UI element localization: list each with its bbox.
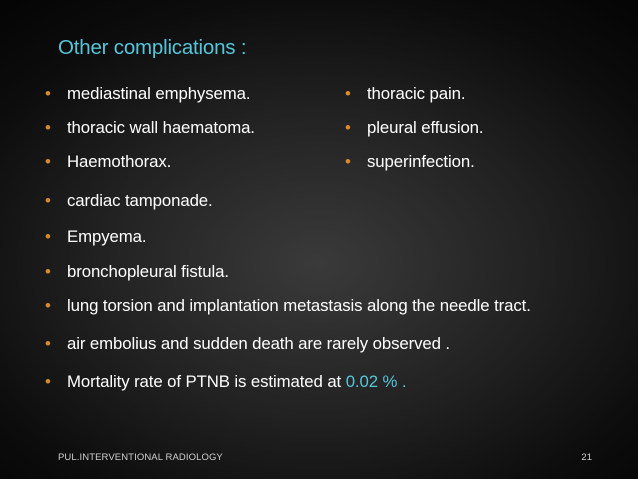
slide-title: Other complications :: [58, 36, 247, 59]
bullet-text: pleural effusion.: [367, 118, 484, 137]
bullet-dot: •: [345, 152, 351, 171]
mortality-prefix: Mortality rate of PTNB is estimated at: [67, 372, 346, 391]
bullet-dot: •: [45, 118, 51, 137]
bullet-dot: •: [345, 118, 351, 137]
bullet-dot: •: [45, 152, 51, 171]
mortality-value: 0.02 %: [345, 372, 398, 391]
bullet-text: superinfection.: [367, 152, 475, 171]
bullet-dot: •: [45, 84, 51, 103]
bullet-text: [67, 372, 406, 392]
bullet-text: thoracic wall haematoma.: [67, 118, 255, 137]
bullet-dot: •: [45, 191, 51, 210]
bullet-text: air embolius and sudden death are rarely observed .: [67, 334, 450, 353]
page-number: 21: [581, 452, 592, 463]
bullet-text: cardiac tamponade.: [67, 191, 213, 210]
bullet-dot: •: [45, 296, 51, 315]
bullet-dot: •: [45, 227, 51, 246]
bullet-dot: •: [45, 372, 51, 391]
footer-label: PUL.INTERVENTIONAL RADIOLOGY: [58, 452, 223, 463]
bullet-text: bronchopleural fistula.: [67, 262, 229, 281]
bullet-dot: •: [45, 262, 51, 281]
bullet-dot: •: [345, 84, 351, 103]
bullet-text: lung torsion and implantation metastasis along the needle tract.: [67, 296, 531, 315]
bullet-text: Haemothorax.: [67, 152, 172, 171]
mortality-suffix: .: [397, 372, 407, 391]
bullet-text: thoracic pain.: [367, 84, 466, 103]
bullet-text: mediastinal emphysema.: [67, 84, 251, 103]
bullet-text: Empyema.: [67, 227, 147, 246]
bullet-dot: •: [45, 334, 51, 353]
